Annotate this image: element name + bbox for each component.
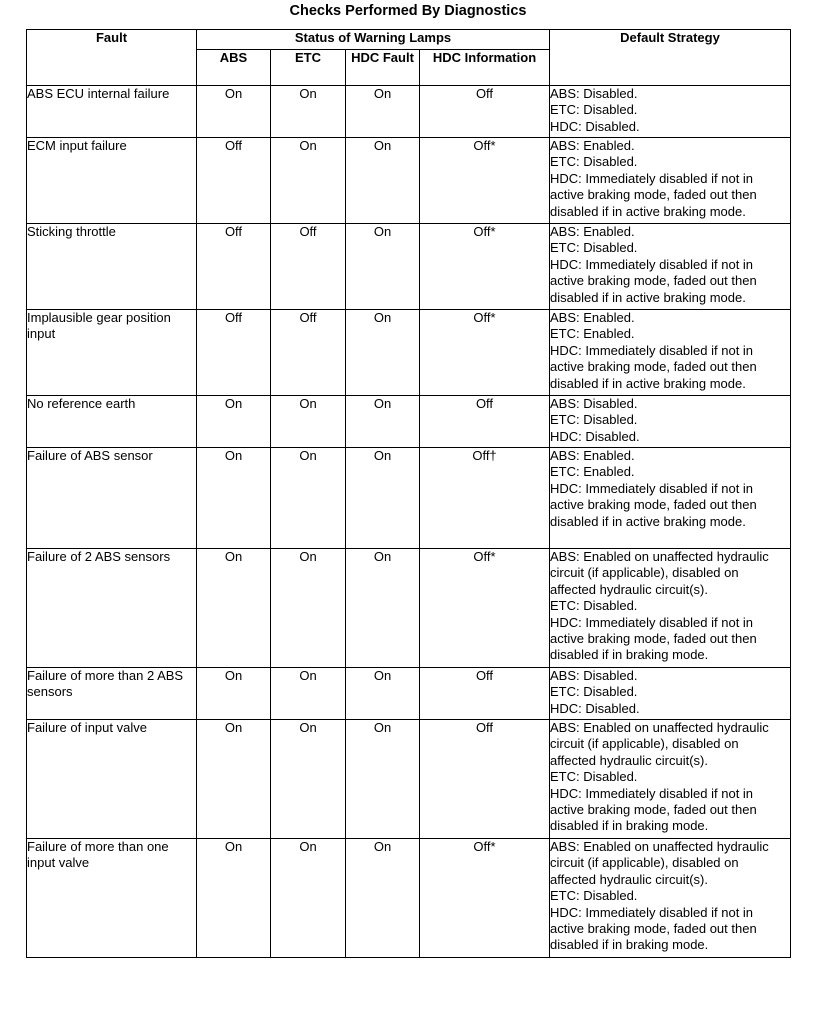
fault-cell: ECM input failure <box>27 138 197 224</box>
default-strategy-cell <box>550 224 791 310</box>
hdc-fault-lamp-cell: On <box>346 396 420 448</box>
header-abs: ABS <box>197 50 271 86</box>
table-row <box>27 86 791 138</box>
default-strategy-cell <box>550 138 791 224</box>
default-strategy-cell <box>550 720 791 839</box>
fault-cell: Failure of 2 ABS sensors <box>27 549 197 668</box>
strategy-line: HDC: Disabled. <box>550 118 640 134</box>
strategy-line: HDC: Immediately disabled if not in <box>550 480 754 496</box>
strategy-line: active braking mode, faded out then <box>550 631 757 647</box>
hdc-fault-lamp-cell: On <box>346 720 420 839</box>
default-strategy-cell <box>550 549 791 668</box>
table-row <box>27 396 791 448</box>
fault-cell: No reference earth <box>27 396 197 448</box>
table-row <box>27 839 791 958</box>
strategy-line: ETC: Disabled. <box>550 888 638 904</box>
fault-cell: Sticking throttle <box>27 224 197 310</box>
etc-lamp-cell: On <box>271 396 346 448</box>
strategy-line: circuit (if applicable), disabled on <box>550 565 739 581</box>
strategy-line: circuit (if applicable), disabled on <box>550 736 739 752</box>
hdc-fault-lamp-cell: On <box>346 549 420 668</box>
abs-lamp-cell: On <box>197 86 271 138</box>
default-strategy-cell <box>550 448 791 549</box>
fault-cell: ABS ECU internal failure <box>27 86 197 138</box>
abs-lamp-cell: Off <box>197 310 271 396</box>
strategy-line: HDC: Disabled. <box>550 428 640 444</box>
strategy-line: ETC: Disabled. <box>550 154 638 170</box>
strategy-line: active braking mode, faded out then <box>550 802 757 818</box>
abs-lamp-cell: On <box>197 549 271 668</box>
hdc-fault-lamp-cell: On <box>346 310 420 396</box>
strategy-line: ABS: Enabled. <box>550 138 635 153</box>
hdc-information-lamp-cell: Off* <box>420 549 550 668</box>
strategy-line: affected hydraulic circuit(s). <box>550 581 708 597</box>
strategy-line: disabled if in braking mode. <box>550 937 709 953</box>
fault-cell: Failure of more than one input valve <box>27 839 197 958</box>
strategy-line: active braking mode, faded out then <box>550 273 757 289</box>
strategy-line: HDC: Immediately disabled if not in <box>550 785 754 801</box>
header-fault: Fault <box>27 30 197 86</box>
strategy-line: ABS: Enabled on unaffected hydraulic <box>550 839 769 854</box>
abs-lamp-cell: On <box>197 668 271 720</box>
strategy-line: disabled if in braking mode. <box>550 647 709 663</box>
hdc-information-lamp-cell: Off* <box>420 839 550 958</box>
strategy-line: HDC: Immediately disabled if not in <box>550 904 754 920</box>
fault-cell: Failure of input valve <box>27 720 197 839</box>
strategy-line: HDC: Immediately disabled if not in <box>550 342 754 358</box>
default-strategy-cell <box>550 310 791 396</box>
strategy-line: ETC: Enabled. <box>550 326 635 342</box>
table-row <box>27 310 791 396</box>
strategy-line: ETC: Disabled. <box>550 102 638 118</box>
etc-lamp-cell: On <box>271 448 346 549</box>
hdc-fault-lamp-cell: On <box>346 224 420 310</box>
default-strategy-cell <box>550 668 791 720</box>
strategy-line: HDC: Immediately disabled if not in <box>550 170 754 186</box>
abs-lamp-cell: On <box>197 448 271 549</box>
header-hdc-fault: HDC Fault <box>346 50 420 86</box>
table-row <box>27 549 791 668</box>
header-etc: ETC <box>271 50 346 86</box>
strategy-line: ETC: Disabled. <box>550 412 638 428</box>
hdc-information-lamp-cell: Off† <box>420 448 550 549</box>
strategy-line: HDC: Immediately disabled if not in <box>550 614 754 630</box>
strategy-line: ABS: Enabled. <box>550 310 635 325</box>
strategy-line: ABS: Disabled. <box>550 86 638 101</box>
fault-cell: Failure of ABS sensor <box>27 448 197 549</box>
strategy-line: ABS: Disabled. <box>550 668 638 683</box>
etc-lamp-cell: On <box>271 720 346 839</box>
strategy-line: active braking mode, faded out then <box>550 497 757 513</box>
header-status-of-warning-lamps: Status of Warning Lamps <box>197 30 550 50</box>
strategy-line: disabled if in active braking mode. <box>550 375 746 391</box>
etc-lamp-cell: On <box>271 549 346 668</box>
strategy-line: circuit (if applicable), disabled on <box>550 855 739 871</box>
strategy-line: ABS: Disabled. <box>550 396 638 411</box>
fault-cell: Failure of more than 2 ABS sensors <box>27 668 197 720</box>
strategy-line: ETC: Disabled. <box>550 240 638 256</box>
header-hdc-information: HDC Information <box>420 50 550 86</box>
strategy-line: active braking mode, faded out then <box>550 359 757 375</box>
strategy-line: HDC: Disabled. <box>550 700 640 716</box>
strategy-line: ETC: Disabled. <box>550 769 638 785</box>
strategy-line: ABS: Enabled on unaffected hydraulic <box>550 720 769 735</box>
strategy-line: disabled if in active braking mode. <box>550 289 746 305</box>
hdc-information-lamp-cell: Off <box>420 86 550 138</box>
diagnostics-table <box>26 29 791 958</box>
hdc-information-lamp-cell: Off <box>420 396 550 448</box>
header-default-strategy: Default Strategy <box>550 30 791 86</box>
hdc-fault-lamp-cell: On <box>346 448 420 549</box>
strategy-line: ETC: Disabled. <box>550 684 638 700</box>
table-row <box>27 138 791 224</box>
hdc-information-lamp-cell: Off* <box>420 310 550 396</box>
etc-lamp-cell: On <box>271 138 346 224</box>
strategy-line: ETC: Disabled. <box>550 598 638 614</box>
strategy-line: ETC: Enabled. <box>550 464 635 480</box>
hdc-fault-lamp-cell: On <box>346 138 420 224</box>
abs-lamp-cell: On <box>197 720 271 839</box>
strategy-line: disabled if in active braking mode. <box>550 203 746 219</box>
hdc-fault-lamp-cell: On <box>346 668 420 720</box>
hdc-fault-lamp-cell: On <box>346 86 420 138</box>
default-strategy-cell <box>550 839 791 958</box>
default-strategy-cell <box>550 396 791 448</box>
abs-lamp-cell: On <box>197 396 271 448</box>
etc-lamp-cell: On <box>271 839 346 958</box>
hdc-information-lamp-cell: Off <box>420 720 550 839</box>
table-row <box>27 224 791 310</box>
etc-lamp-cell: Off <box>271 224 346 310</box>
default-strategy-cell <box>550 86 791 138</box>
hdc-fault-lamp-cell: On <box>346 839 420 958</box>
abs-lamp-cell: On <box>197 839 271 958</box>
page-title: Checks Performed By Diagnostics <box>289 3 527 19</box>
strategy-line: affected hydraulic circuit(s). <box>550 752 708 768</box>
etc-lamp-cell: On <box>271 668 346 720</box>
etc-lamp-cell: Off <box>271 310 346 396</box>
strategy-line: affected hydraulic circuit(s). <box>550 871 708 887</box>
fault-cell: Implausible gear position input <box>27 310 197 396</box>
strategy-line: active braking mode, faded out then <box>550 187 757 203</box>
hdc-information-lamp-cell: Off* <box>420 138 550 224</box>
abs-lamp-cell: Off <box>197 138 271 224</box>
strategy-line: HDC: Immediately disabled if not in <box>550 256 754 272</box>
table-row <box>27 668 791 720</box>
table-row <box>27 448 791 549</box>
strategy-line: active braking mode, faded out then <box>550 921 757 937</box>
strategy-line: disabled if in braking mode. <box>550 818 709 834</box>
hdc-information-lamp-cell: Off* <box>420 224 550 310</box>
strategy-line: ABS: Enabled on unaffected hydraulic <box>550 549 769 564</box>
hdc-information-lamp-cell: Off <box>420 668 550 720</box>
strategy-line: ABS: Enabled. <box>550 448 635 463</box>
etc-lamp-cell: On <box>271 86 346 138</box>
abs-lamp-cell: Off <box>197 224 271 310</box>
strategy-line: disabled if in active braking mode. <box>550 513 746 529</box>
table-row <box>27 720 791 839</box>
strategy-line: ABS: Enabled. <box>550 224 635 239</box>
